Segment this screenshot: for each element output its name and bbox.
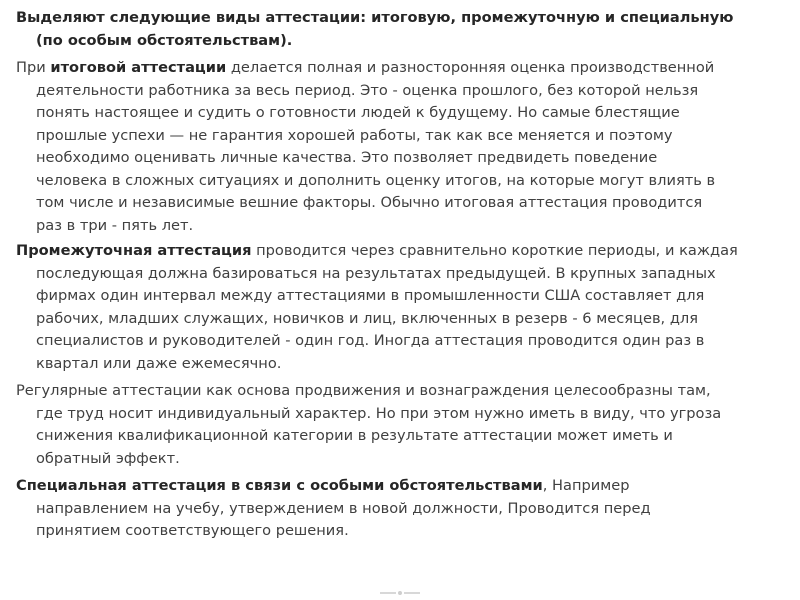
intro-text: : итоговую, промежуточную и специальную (по особым обстоятельствам). — [36, 9, 734, 49]
footer-line-left — [380, 592, 396, 594]
paragraph-intermediate-attestation — [16, 240, 782, 375]
final-bold: итоговой аттестации — [50, 59, 227, 76]
paragraph-special-attestation — [16, 475, 782, 543]
final-lead: При — [16, 59, 51, 76]
special-text: , Например направлением на учебу, утверждением в новой должности, Проводится перед принятием соответствующего решения. — [36, 477, 651, 539]
paragraph-regular-attestation — [16, 380, 782, 470]
paragraph-final-attestation — [16, 57, 782, 237]
paragraph-intro — [16, 7, 782, 52]
regular-text: Регулярные аттестации как основа продвижения и вознаграждения целесообразны там, где труд носит индивидуальный характер. Но при этом нужно иметь в виду, что угроза снижения квалификационной категории в результате аттестации может иметь и обратный эффект. — [16, 382, 722, 467]
special-bold: Специальная аттестация в связи с особыми обстоятельствами — [16, 477, 543, 494]
footer-line-right — [404, 592, 420, 594]
slide-footer-decoration — [380, 588, 420, 598]
intermediate-text: проводится через сравнительно короткие периоды, и каждая последующая должна базироваться на результатах предыдущей. В крупных западных фирмах один интервал между аттестациями в промышленности США составляет для рабочих, младших служащих, новичков и лиц, включенных в резерв - 6 месяцев, для специалистов и руководителей - один год. Иногда аттестация проводится один раз в квартал или даже ежемесячно. — [36, 242, 738, 372]
intermediate-bold: Промежуточная аттестация — [16, 242, 252, 259]
intro-bold: Выделяют следующие виды аттестации — [16, 9, 361, 26]
footer-dot — [398, 591, 402, 595]
final-text: делается полная и разносторонняя оценка производственной деятельности работника за весь период. Это - оценка прошлого, без которой нельзя понять настоящее и судить о готовности людей к будущему. Но самые блестящие прошлые успехи — не гарантия хорошей работы, так как все меняется и поэтому необходимо оценивать личные качества. Это позволяет предвидеть поведение человека в сложных ситуациях и дополнить оценку итогов, на которые могут влиять в том числе и независимые вешние факторы. Обычно итоговая аттестация проводится раз в три - пять лет. — [36, 59, 716, 234]
